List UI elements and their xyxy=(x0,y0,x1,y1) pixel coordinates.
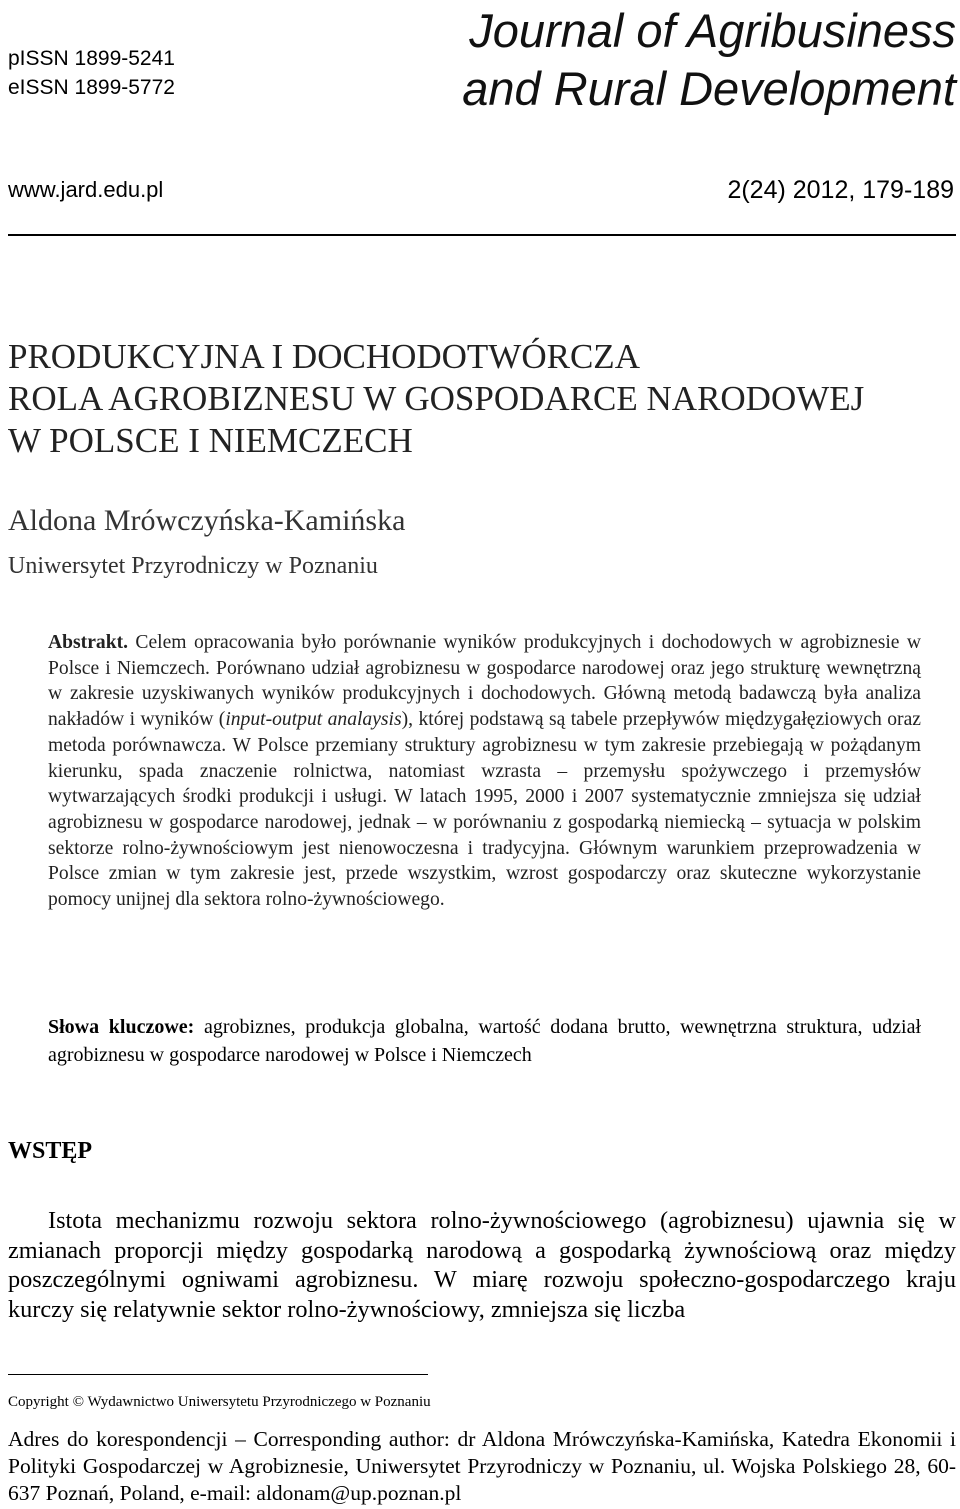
issn-block xyxy=(8,44,175,102)
journal-title-line-2: and Rural Development xyxy=(462,62,956,115)
journal-title xyxy=(336,2,956,118)
keywords-label: Słowa kluczowe: xyxy=(48,1016,195,1038)
footnote-divider xyxy=(8,1374,428,1375)
eissn: eISSN 1899-5772 xyxy=(8,76,175,99)
abstract-text-part-1: Celem opracowania było porównanie wyników produkcyjnych i dochodowych w agrobiznesie w Polsce i Niemczech. Porównano udział agrobiznesu w gospodarce narodowej oraz jego strukturę wewnętrzną w zakresie uzyskiwanych wyników produkcyjnych i dochodowych. Główną metodą badawczą była analiza nakładów i wyników ( xyxy=(48,632,921,731)
abstract xyxy=(48,630,921,913)
header-divider xyxy=(8,234,956,236)
article-title-line-2: ROLA AGROBIZNESU W GOSPODARCE NARODOWEJ xyxy=(8,379,865,418)
article-title xyxy=(8,336,953,462)
journal-website[interactable]: www.jard.edu.pl xyxy=(8,177,164,202)
article-author: Aldona Mrówczyńska-Kamińska xyxy=(8,504,406,537)
abstract-text-part-2: ), której podstawą są tabele przepływów międzygałęziowych oraz metoda porównawcza. W Polsce przemiany struktury agrobiznesu w tym zakresie przebiegają w pożądanym kierunku, spada znaczenie rolnictwa, natomiast wzrasta – przemysłu spożywczego i przemysłów wytwarzających środki produkcji i usługi. W latach 1995, 2000 i 2007 systematycznie zmniejsza się udział agrobiznesu w gospodarce narodowej, jednak – w porównaniu z gospodarką niemiecką – sytuacja w polskim sektorze rolno-żywnościowym jest nienowoczesna i tradycyjna. Głównym warunkiem przeprowadzenia w Polsce zmian w tym zakresie jest, przede wszystkim, wzrost gospodarczy oraz skuteczne wykorzystanie pomocy unijnej dla sektora rolno-żywnościowego. xyxy=(48,709,921,911)
abstract-label: Abstrakt. xyxy=(48,632,129,653)
abstract-italic-term: input-output analaysis xyxy=(225,709,402,731)
section-paragraph: Istota mechanizmu rozwoju sektora rolno-żywnościowego (agrobiznesu) ujawnia się w zmianach proporcji między gospodarką narodową a gospodarką żywnościową oraz między poszczególnymi ogniwami agrobiznesu. W miarę rozwoju społeczno-gospodarczego kraju kurczy się relatywnie sektor rolno-żywnościowy, zmniejsza się liczba xyxy=(8,1207,956,1323)
copyright-notice: Copyright © Wydawnictwo Uniwersytetu Przyrodniczego w Poznaniu xyxy=(8,1394,431,1410)
article-title-line-1: PRODUKCYJNA I DOCHODOTWÓRCZA xyxy=(8,337,640,376)
keywords-text: agrobiznes, produkcja globalna, wartość dodana brutto, wewnętrzna struktura, udział agrobiznesu w gospodarce narodowej w Polsce i Niemczech xyxy=(48,1016,921,1066)
correspondence-address: Adres do korespondencji – Corresponding author: dr Aldona Mrówczyńska-Kamińska, Katedra Ekonomii i Polityki Gospodarczej w Agrobiznesie, Uniwersytet Przyrodniczy w Poznaniu, ul. Wojska Polskiego 28, 60-637 Poznań, Poland, e-mail: aldonam@up.poznan.pl xyxy=(8,1427,956,1505)
author-affiliation: Uniwersytet Przyrodniczy w Poznaniu xyxy=(8,553,378,579)
keywords xyxy=(48,1013,921,1069)
journal-title-line-1: Journal of Agribusiness xyxy=(469,4,956,57)
article-title-line-3: W POLSCE I NIEMCZECH xyxy=(8,421,413,460)
section-heading: WSTĘP xyxy=(8,1138,93,1164)
issue-info: 2(24) 2012, 179-189 xyxy=(727,176,954,204)
pissn: pISSN 1899-5241 xyxy=(8,47,175,70)
